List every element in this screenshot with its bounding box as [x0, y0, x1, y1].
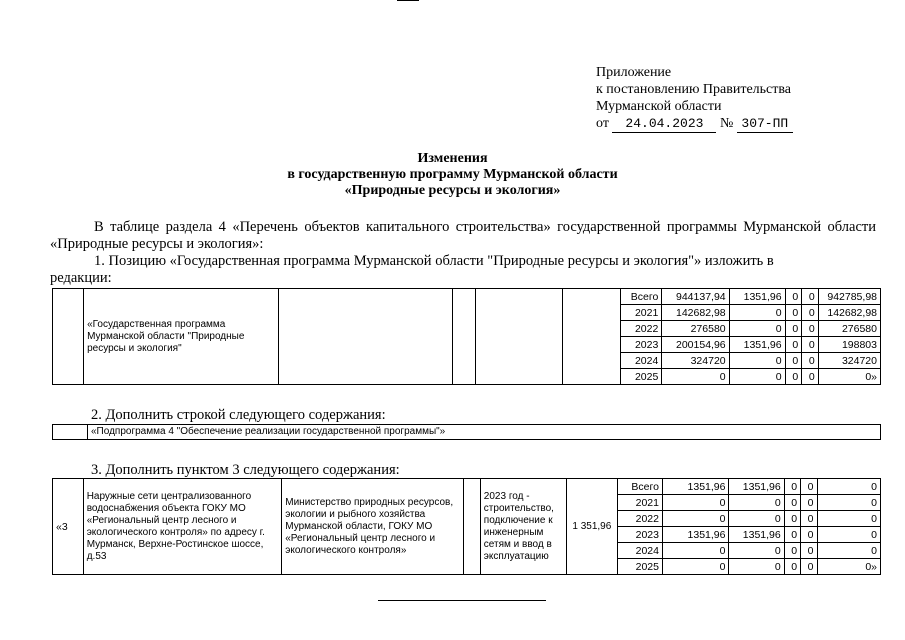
- year-cell: 2025: [620, 369, 661, 385]
- value-cell: 0: [802, 305, 819, 321]
- value-cell: 0: [802, 369, 819, 385]
- value-cell: 0: [801, 495, 817, 511]
- value-cell: 0: [802, 289, 819, 305]
- number-value: 307-ПП: [737, 115, 793, 133]
- year-cell: 2025: [617, 559, 662, 575]
- value-cell: 0: [784, 543, 800, 559]
- value-cell: 0»: [818, 369, 880, 385]
- value-cell: 0: [817, 527, 881, 543]
- subprogram-name: «Подпрограмма 4 "Обеспечение реализации государственной программы"»: [88, 425, 881, 440]
- value-cell: 0: [784, 479, 800, 495]
- year-cell: Всего: [620, 289, 661, 305]
- value-cell: 0: [802, 321, 819, 337]
- value-cell: 0: [802, 353, 819, 369]
- value-cell: 0: [662, 543, 729, 559]
- value-cell: 0: [817, 543, 881, 559]
- year-cell: 2022: [620, 321, 661, 337]
- cell-term: [475, 289, 562, 385]
- customer-name: Министерство природных ресурсов, экологии и рыбного хозяйства Мурманской области, ГОКУ МО «Региональный центр лесного и экологического контроля»: [282, 479, 464, 575]
- intro-paragraph: В таблице раздела 4 «Перечень объектов капитального строительства» государственной программы Мурманской области «Природные ресурсы и экология»:: [50, 219, 876, 252]
- table-subprogram: [52, 424, 881, 440]
- value-cell: 0: [784, 511, 800, 527]
- value-cell: 0: [662, 559, 729, 575]
- value-cell: 198803: [818, 337, 880, 353]
- cell-empty: [464, 479, 480, 575]
- value-cell: 1351,96: [662, 527, 729, 543]
- appendix-line1: Приложение: [596, 65, 672, 80]
- value-cell: 324720: [662, 353, 729, 369]
- year-cell: 2021: [617, 495, 662, 511]
- title-line1: Изменения: [417, 151, 488, 166]
- value-cell: 0: [801, 511, 817, 527]
- row-number: «3: [53, 479, 84, 575]
- cell-num: [53, 289, 84, 385]
- title-line3: «Природные ресурсы и экология»: [344, 183, 561, 198]
- value-cell: 944137,94: [662, 289, 729, 305]
- table-row: [53, 289, 881, 305]
- appendix-line3: Мурманской области: [596, 99, 722, 114]
- value-cell: 1351,96: [729, 527, 784, 543]
- value-cell: 0: [729, 369, 785, 385]
- value-cell: 0: [784, 559, 800, 575]
- cell-empty: [452, 289, 475, 385]
- value-cell: 0: [729, 495, 784, 511]
- term-text: 2023 год - строительство, подключение к инженерным сетям и ввод в эксплуатацию: [480, 479, 566, 575]
- table-program: [52, 288, 881, 385]
- value-cell: 1351,96: [729, 337, 785, 353]
- value-cell: 142682,98: [818, 305, 880, 321]
- value-cell: 0: [817, 479, 881, 495]
- value-cell: 1351,96: [729, 289, 785, 305]
- value-cell: 0: [785, 305, 802, 321]
- top-rule: [397, 0, 419, 1]
- value-cell: 0: [662, 369, 729, 385]
- number-prefix: №: [719, 116, 734, 131]
- year-cell: 2023: [617, 527, 662, 543]
- value-cell: 1351,96: [662, 479, 729, 495]
- year-cell: 2022: [617, 511, 662, 527]
- value-cell: 0: [785, 353, 802, 369]
- table-row: [53, 425, 881, 440]
- table-object: [52, 478, 881, 575]
- value-cell: 0: [785, 369, 802, 385]
- item1-line1: 1. Позицию «Государственная программа Мурманской области "Природные ресурсы и экология"» изложить в: [94, 253, 774, 269]
- appendix-block: [596, 64, 793, 133]
- document-title: [0, 151, 905, 199]
- value-cell: 0: [785, 321, 802, 337]
- year-cell: 2024: [617, 543, 662, 559]
- value-cell: 0: [801, 479, 817, 495]
- value-cell: 0: [729, 559, 784, 575]
- bottom-rule: [378, 600, 546, 601]
- value-cell: 0: [802, 337, 819, 353]
- value-cell: 0: [801, 543, 817, 559]
- value-cell: 0: [729, 543, 784, 559]
- cell-cost: [562, 289, 620, 385]
- value-cell: 0: [801, 527, 817, 543]
- value-cell: 0: [817, 511, 881, 527]
- cell-customer: [278, 289, 452, 385]
- value-cell: 276580: [662, 321, 729, 337]
- value-cell: 1351,96: [729, 479, 784, 495]
- appendix-line2: к постановлению Правительства: [596, 82, 792, 97]
- cell-num: [53, 425, 88, 440]
- date-value: 24.04.2023: [612, 115, 716, 133]
- value-cell: 324720: [818, 353, 880, 369]
- value-cell: 0: [729, 305, 785, 321]
- item2-heading: 2. Дополнить строкой следующего содержания:: [91, 407, 386, 423]
- value-cell: 0: [785, 337, 802, 353]
- value-cell: 200154,96: [662, 337, 729, 353]
- value-cell: 0: [784, 495, 800, 511]
- value-cell: 0: [785, 289, 802, 305]
- item3-heading: 3. Дополнить пунктом 3 следующего содержания:: [91, 462, 400, 478]
- year-cell: 2021: [620, 305, 661, 321]
- value-cell: 0»: [817, 559, 881, 575]
- object-name: Наружные сети централизованного водоснабжения объекта ГОКУ МО «Региональный центр лесного и экологического контроля» по адресу г. Мурманск, Верхне-Ростинское шоссе, д.53: [83, 479, 282, 575]
- year-cell: 2024: [620, 353, 661, 369]
- value-cell: 0: [784, 527, 800, 543]
- date-prefix: от: [596, 116, 609, 131]
- item1-line2: редакции:: [50, 270, 112, 286]
- table-row: [53, 479, 881, 495]
- value-cell: 142682,98: [662, 305, 729, 321]
- value-cell: 276580: [818, 321, 880, 337]
- year-cell: Всего: [617, 479, 662, 495]
- appendix-date-line: [596, 115, 793, 133]
- year-cell: 2023: [620, 337, 661, 353]
- value-cell: 0: [729, 353, 785, 369]
- value-cell: 0: [729, 321, 785, 337]
- value-cell: 0: [662, 495, 729, 511]
- title-line2: в государственную программу Мурманской области: [287, 167, 618, 182]
- value-cell: 0: [662, 511, 729, 527]
- value-cell: 0: [801, 559, 817, 575]
- cost-value: 1 351,96: [566, 479, 617, 575]
- value-cell: 942785,98: [818, 289, 880, 305]
- program-name: «Государственная программа Мурманской области "Природные ресурсы и экология": [84, 289, 279, 385]
- value-cell: 0: [817, 495, 881, 511]
- value-cell: 0: [729, 511, 784, 527]
